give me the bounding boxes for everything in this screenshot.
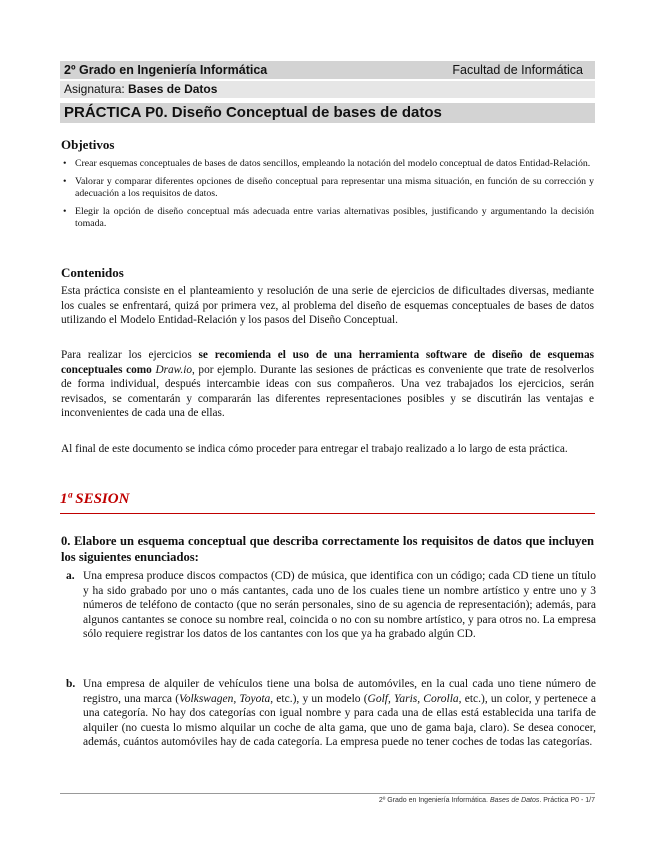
exercise-item-a <box>66 569 596 642</box>
header-subject-bar <box>60 81 595 98</box>
session-title: 1ª SESION <box>60 491 130 507</box>
objetivo-item: • Crear esquemas conceptuales de bases de datos sencillos, empleando la notación del modelo conceptual de datos Entidad-Relación. <box>63 158 591 169</box>
objetivos-heading: Objetivos <box>61 137 115 152</box>
footer-divider <box>60 793 595 794</box>
degree-title: 2º Grado en Ingeniería Informática <box>64 63 268 77</box>
exercise-0-title: 0. Elabore un esquema conceptual que describa correctamente los requisitos de datos que incluyen los siguientes enunciados: <box>61 534 594 564</box>
subject-name: Bases de Datos <box>128 82 218 96</box>
objetivos-list <box>61 158 594 236</box>
session-heading-bar <box>60 487 595 514</box>
bullet-icon: • <box>63 205 67 217</box>
bullet-icon: • <box>63 175 67 187</box>
item-text: Una empresa de alquiler de vehículos tiene una bolsa de automóviles, en la cual cada uno tiene número de registro, una marca (Volkswagen, Toyota, etc.), y un modelo (Golf, Yaris, Corolla, etc.), un color, y pertenece a una categoría. No hay dos categorías con igual nombre y para cada una de ellas está establecida una tarifa de alquiler (no cuesta lo mismo alquilar un coche de alta gama, que uno de gama baja, claro). Se desea conocer, además, cuántos automóviles hay de cada categoría. La empresa puede no tener coches de todas las categorías. <box>83 678 596 748</box>
practice-title: PRÁCTICA P0. Diseño Conceptual de bases de datos <box>64 104 442 121</box>
subject-label: Asignatura: <box>64 82 125 96</box>
page-footer: 2º Grado en Ingeniería Informática. Bases de Datos. Práctica P0 - 1/7 <box>378 797 595 804</box>
item-text: Una empresa produce discos compactos (CD) de música, que identifica con un código; cada CD tiene un título y ha sido grabado por uno o más cantantes, cada uno de los cuales tiene un nombre artístico y entre uno y 3 números de teléfono de contacto (que no serán personales, sino de su agencia de representación); además, para algunos cantantes se conoce su nombre real, coincida o no con su nombre artístico, y para otros no. La empresa sólo requiere registrar los datos de los cantantes con los que ya ha grabado algún CD. <box>83 570 596 640</box>
objetivo-item: • Elegir la opción de diseño conceptual más adecuada entre varias alternativas posibles, justificando y argumentando la decisión tomada. <box>63 205 594 229</box>
contenidos-paragraph-1: Esta práctica consiste en el planteamiento y resolución de una serie de ejercicios de dificultades diversas, mediante los cuales se enfrentará, quizá por primera vez, al problema del diseño de esquemas conceptuales de bases de datos utilizando el Modelo Entidad-Relación y los pasos del Diseño Conceptual. <box>61 285 594 326</box>
header-degree-bar <box>60 61 595 79</box>
contenidos-paragraph-3: Al final de este documento se indica cómo proceder para entregar el trabajo realizado a lo largo de esta práctica. <box>61 443 568 455</box>
tool-name: Draw.io <box>155 363 192 376</box>
contenidos-paragraph-2: Para realizar los ejercicios se recomienda el uso de una herramienta software de diseño de esquemas conceptuales como Draw.io, por ejemplo. Durante las sesiones de prácticas es conveniente que trate de resolverlos de forma individual, después intercambie ideas con sus compañeros. Una vez trabajados los ejercicios, serán revisados, se comentarán y compararán las diferentes representaciones posibles y se discutirán las ventajas e inconvenientes de cada una de ellas. <box>61 349 595 419</box>
bullet-icon: • <box>63 158 67 169</box>
header-practice-bar <box>60 103 595 123</box>
faculty-name: Facultad de Informática <box>452 63 583 77</box>
objetivo-item: • Valorar y comparar diferentes opciones de diseño conceptual para representar una misma situación, en función de su corrección y adecuación a los requisitos de datos. <box>63 175 594 199</box>
exercise-item-b <box>66 677 596 750</box>
item-label: b. <box>66 678 76 690</box>
item-label: a. <box>66 570 75 582</box>
contenidos-heading: Contenidos <box>61 265 124 280</box>
